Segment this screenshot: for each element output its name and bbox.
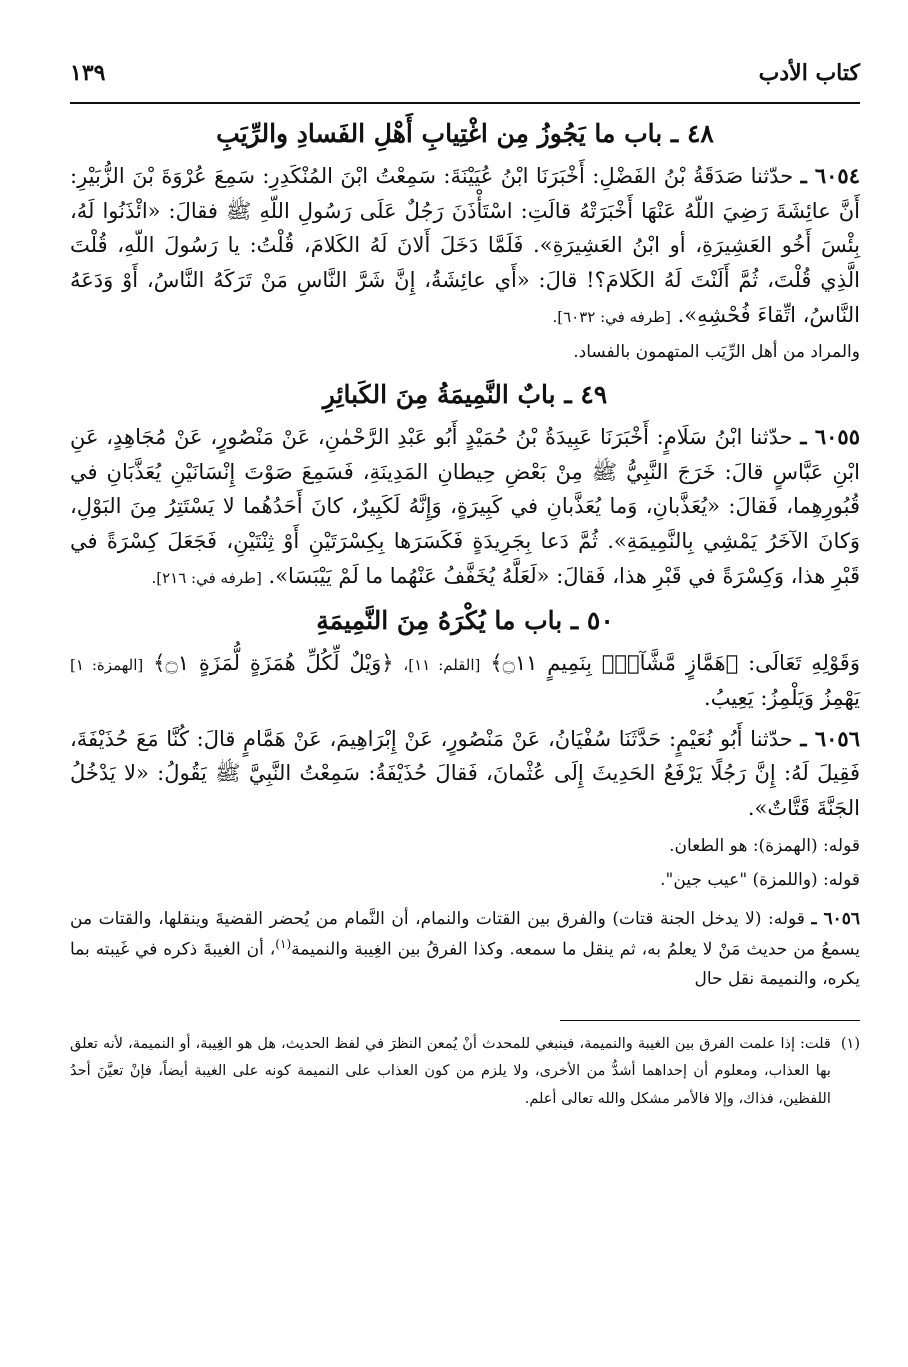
cross-reference: [طرفه في: ٦٠٣٢].	[552, 307, 671, 326]
hadith-text: حدّثنا أَبُو نُعَيْمٍ: حَدَّثَنَا سُفْيَانُ، عَنْ مَنْصُورٍ، عَنْ إِبْرَاهِيمَ، عَنْ هَمَّامٍ قالَ: كُنَّا مَعَ حُذَيْفَةَ، فَقِيلَ لَهُ: إِنَّ رَجُلًا يَرْفَعُ الحَدِيثَ إِلَى عُثْمانَ، فَقالَ حُذَيْفَةُ: سَمِعْتُ النَّبِيَّ ﷺ يَقُولُ: «لا يَدْخُلُ الجَنَّةَ قَتَّاتٌ».	[70, 726, 860, 820]
page	[70, 60, 860, 1113]
footnote-text: قلت: إذا علمت الفرق بين الغيبة والنميمة، فينبغي للمحدث أنْ يُمعن النظرَ في لفظ الحديث، هل هو الغِيبة، أو النميمة، لأنه تعلق بها العذاب، ومعلوم أن إحداهما أشدُّ من الأخرى، ولا يلزم من كون العذاب على النميمة كونه على الغيبة أيضاً، فإنْ تعيَّنَ أحدُ اللفظين، فذاك، وإلا فالأمر مشكل والله تعالى أعلم.	[70, 1035, 831, 1107]
verse-text: ﴿وَيْلٌ لِّكُلِّ هُمَزَةٍ لُّمَزَةٍ ۝١﴾	[153, 651, 394, 676]
header-rule	[70, 102, 860, 104]
commentary-note: قوله: (الهمزة): هو الطعان.	[669, 835, 860, 856]
verse-text: وَقَوْلِهِ تَعَالَى: ﴿هَمَّازٍ مَّشَّآءِۭ بِنَمِيمٍ ۝١١﴾	[490, 651, 860, 676]
footnote-marker: (١)	[275, 937, 292, 952]
hadith-6054	[70, 159, 860, 332]
hadith-6055	[70, 420, 860, 593]
commentary-6056	[70, 905, 860, 993]
footnote-number: (١)	[840, 1035, 860, 1052]
quran-verses	[70, 646, 860, 715]
hadith-number: ٦٠٥٦ ـ	[800, 725, 860, 751]
running-head	[70, 60, 860, 96]
footnote-rule	[560, 1020, 860, 1021]
hadith-number: ٦٠٥٥ ـ	[800, 424, 860, 450]
cross-reference: [طرفه في: ٢١٦].	[151, 568, 262, 587]
hadith-text: حدّثنا صَدَقَةُ بْنُ الفَضْلِ: أَخْبَرَنَا ابْنُ عُيَيْنَةَ: سَمِعْتُ ابْنَ المُنْكَدِرِ: سَمِعَ عُرْوَةَ بْنَ الزُّبَيْرِ: أَنَّ عائِشَةَ رَضِيَ اللّهُ عَنْهَا أَخْبَرَتْهُ قالَتِ: اسْتَأْذَنَ رَجُلٌ عَلَى رَسُولِ اللّهِ ﷺ فقالَ: «ائْذَنُوا لَهُ، بِئْسَ أَخُو العَشِيرَةِ، أو ابْنُ العَشِيرَةِ». فَلَمَّا دَخَلَ أَلانَ لَهُ الكَلامَ، قُلْتُ: يا رَسُولَ اللّهِ، قُلْتَ الَّذِي قُلْتَ، ثُمَّ أَلَنْتَ لَهُ الكَلامَ؟! قالَ: «أَي عائِشَةُ، إِنَّ شَرَّ النَّاسِ مَنْ تَرَكَهُ النَّاسُ، أَوْ وَدَعَهُ النَّاسُ، اتِّقاءَ فُحْشِهِ».	[70, 164, 860, 327]
commentary-text: قوله: (لا يدخل الجنة قتات) والفرق بين القتات والنمام، أن النَّمام من يُحضر القضيةَ وينقلها، والقتات من يسمعُ من حديث مَنْ لا يعلمُ به، ثم ينقل ما سمعه. وكذا الفرقُ بين الغِيبة والنميمة	[70, 909, 860, 960]
verse-reference: [القلم: ١١]،	[403, 656, 481, 675]
commentary-number: ٦٠٥٦ ـ	[811, 909, 861, 930]
commentary-note: والمراد من أهل الرِّيَب المتهمون بالفساد.	[573, 342, 860, 363]
verse-reference: [الهمزة: ١]	[70, 656, 144, 675]
hadith-number: ٦٠٥٤ ـ	[800, 163, 860, 188]
commentary-text-continued: ، أن الغيبةَ ذكره في غَيبته بما يكره، والنميمة نقل حال	[70, 939, 860, 989]
chapter-heading-50: ٥٠ ـ باب ما يُكْرَهُ مِنَ النَّمِيمَةِ	[316, 606, 614, 636]
footnote	[70, 1031, 860, 1114]
commentary-note: قوله: (واللمزة) "عيب جين".	[660, 870, 860, 891]
book-title: كتاب الأدب	[758, 60, 860, 86]
page-number: ١٣٩	[70, 60, 106, 86]
hadith-6056	[70, 722, 860, 826]
chapter-heading-49: ٤٩ ـ بابٌ النَّمِيمَةُ مِنَ الكَبائِرِ	[322, 380, 608, 410]
chapter-heading-48: ٤٨ ـ باب ما يَجُوزُ مِن اغْتِيابِ أَهْلِ الفَسادِ والرِّيَبِ	[216, 119, 714, 148]
verse-gloss: يَهْمِزُ وَيَلْمِزُ: يَعِيبُ.	[704, 685, 860, 710]
hadith-text: حدّثنا ابْنُ سَلَامٍ: أَخْبَرَنَا عَبِيدَةُ بْنُ حُمَيْدٍ أَبُو عَبْدِ الرَّحْمٰنِ، عَنْ مَنْصُورٍ، عَنْ مُجَاهِدٍ، عَنِ ابْنِ عَبَّاسٍ قالَ: خَرَجَ النَّبِيُّ ﷺ مِنْ بَعْضِ حِيطانِ المَدِينَةِ، فَسَمِعَ صَوْتَ إِنْسَانَيْنِ يُعَذَّبَانِ في قُبُورِهِما، فَقالَ: «يُعَذَّبانِ، وَما يُعَذَّبانِ في كَبِيرَةٍ، وَإِنَّهُ لَكَبِيرٌ، كانَ أَحَدُهُما لا يَسْتَتِرُ مِنَ البَوْلِ، وَكانَ الآخَرُ يَمْشِي بِالنَّمِيمَةِ». ثُمَّ دَعا بِجَرِيدَةٍ فَكَسَرَها بِكِسْرَتَيْنِ أَوْ ثِنْتَيْنِ، فَجَعَلَ كِسْرَةً في قَبْرِ هذا، وَكِسْرَةً في قَبْرِ هذا، فَقالَ: «لَعَلَّهُ يُخَفَّفُ عَنْهُما ما لَمْ يَيْبَسَا».	[70, 425, 860, 588]
